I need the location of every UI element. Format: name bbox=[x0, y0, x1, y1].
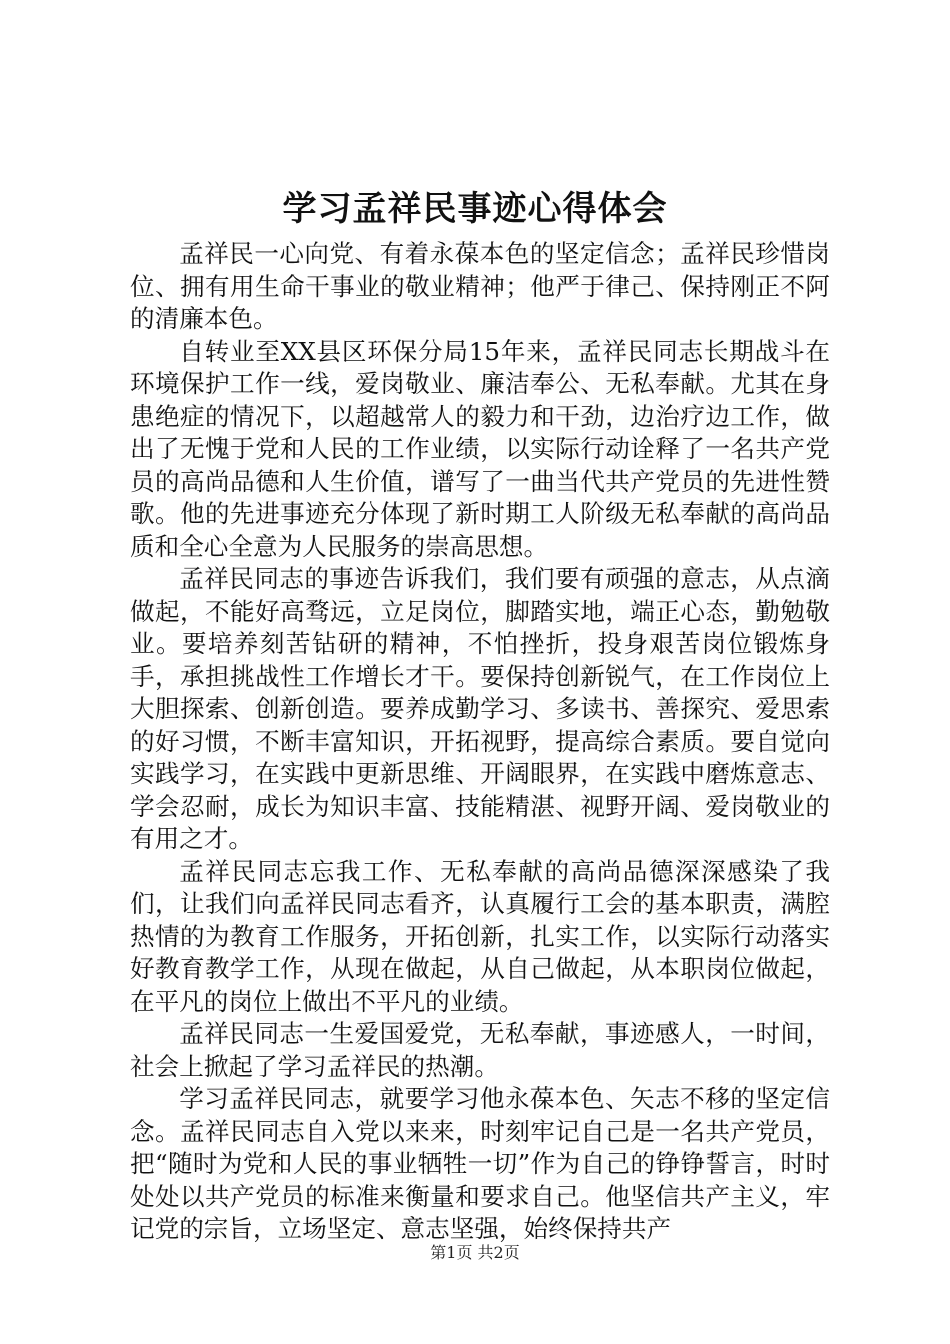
paragraph-3: 孟祥民同志的事迹告诉我们，我们要有顽强的意志，从点滴做起，不能好高骛远，立足岗位，脚踏实地，端正心态，勤勉敬业。要培养刻苦钻研的精神，不怕挫折，投身艰苦岗位锻炼身手，承担挑战性工作增长才干。要保持创新锐气，在工作岗位上大胆探索、创新创造。要养成勤学习、多读书、善探究、爱思索的好习惯，不断丰富知识，开拓视野，提高综合素质。要自觉向实践学习，在实践中更新思维、开阔眼界，在实践中磨炼意志、学会忍耐，成长为知识丰富、技能精湛、视野开阔、爱岗敬业的有用之才。 bbox=[130, 564, 830, 853]
paragraph-6: 学习孟祥民同志，就要学习他永葆本色、矢志不移的坚定信念。孟祥民同志自入党以来来，时刻牢记自己是一名共产党员，把“随时为党和人民的事业牺牲一切”作为自己的铮铮誓言，时时处处以共产党员的标准来衡量和要求自己。他坚信共产主义，牢记党的宗旨，立场坚定、意志坚强，始终保持共产 bbox=[130, 1084, 830, 1243]
paragraph-5: 孟祥民同志一生爱国爱党，无私奉献，事迹感人，一时间，社会上掀起了学习孟祥民的热潮。 bbox=[130, 1019, 830, 1081]
paragraph-1: 孟祥民一心向党、有着永葆本色的坚定信念；孟祥民珍惜岗位、拥有用生命干事业的敬业精神；他严于律己、保持刚正不阿的清廉本色。 bbox=[130, 239, 830, 333]
document-body bbox=[130, 238, 830, 1246]
paragraph-2: 自转业至XX县区环保分局15年来，孟祥民同志长期战斗在环境保护工作一线，爱岗敬业、廉洁奉公、无私奉献。尤其在身患绝症的情况下，以超越常人的毅力和干劲，边治疗边工作，做出了无愧于党和人民的工作业绩，以实际行动诠释了一名共产党员的高尚品德和人生价值，谱写了一曲当代共产党员的先进性赞歌。他的先进事迹充分体现了新时期工人阶级无私奉献的高尚品质和全心全意为人民服务的崇高思想。 bbox=[130, 336, 830, 561]
page-number-footer: 第1页 共2页 bbox=[430, 1243, 520, 1262]
document-title: 学习孟祥民事迹心得体会 bbox=[282, 189, 668, 229]
paragraph-4: 孟祥民同志忘我工作、无私奉献的高尚品德深深感染了我们，让我们向孟祥民同志看齐，认真履行工会的基本职责，满腔热情的为教育工作服务，开拓创新，扎实工作，以实际行动落实好教育教学工作，从现在做起，从自己做起，从本职岗位做起，在平凡的岗位上做出不平凡的业绩。 bbox=[130, 856, 830, 1016]
